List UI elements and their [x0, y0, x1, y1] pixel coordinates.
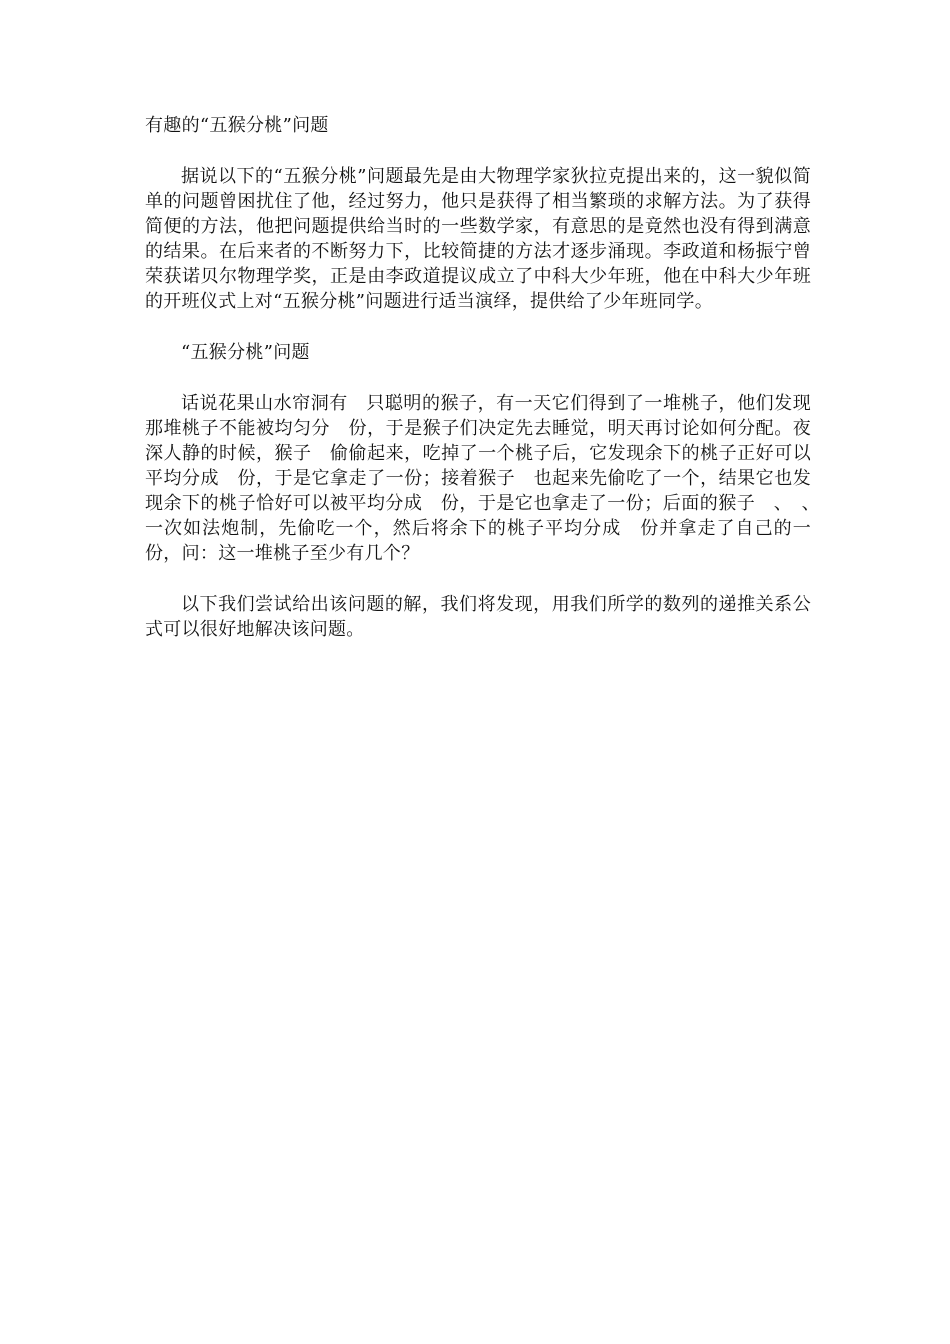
document-body — [145, 113, 830, 668]
intro-paragraph: 据说以下的“五猴分桃”问题最先是由大物理学家狄拉克提出来的，这一貌似简单的问题曾困扰住了他，经过努力，他只是获得了相当繁琐的求解方法。为了获得简便的方法，他把问题提供给当时的一些数学家，有意思的是竟然也没有得到满意的结果。在后来者的不断努力下，比较简捷的方法才逐步涌现。李政道和杨振宁曾荣获诺贝尔物理学奖，正是由李政道提议成立了中科大少年班，他在中科大少年班的开班仪式上对“五猴分桃”问题进行适当演绎，提供给了少年班同学。 — [145, 166, 811, 312]
closing-paragraph: 以下我们尝试给出该问题的解，我们将发现，用我们所学的数列的递推关系公式可以很好地解决该问题。 — [145, 594, 811, 640]
document-title: 有趣的“五猴分桃”问题 — [145, 115, 329, 136]
problem-heading: “五猴分桃”问题 — [181, 342, 310, 363]
problem-paragraph: 话说花果山水帘洞有 只聪明的猴子，有一天它们得到了一堆桃子，他们发现那堆桃子不能被均匀分 份，于是猴子们决定先去睡觉，明天再讨论如何分配。夜深人静的时候，猴子 偷偷起来，吃掉了一个桃子后，它发现余下的桃子正好可以平均分成 份，于是它拿走了一份；接着猴子 也起来先偷吃了一个，结果它也发现余下的桃子恰好可以被平均分成 份，于是它也拿走了一份；后面的猴子 、 、 一次如法炮制，先偷吃一个，然后将余下的桃子平均分成 份并拿走了自己的一份，问：这一堆桃子至少有几个？ — [145, 393, 830, 564]
